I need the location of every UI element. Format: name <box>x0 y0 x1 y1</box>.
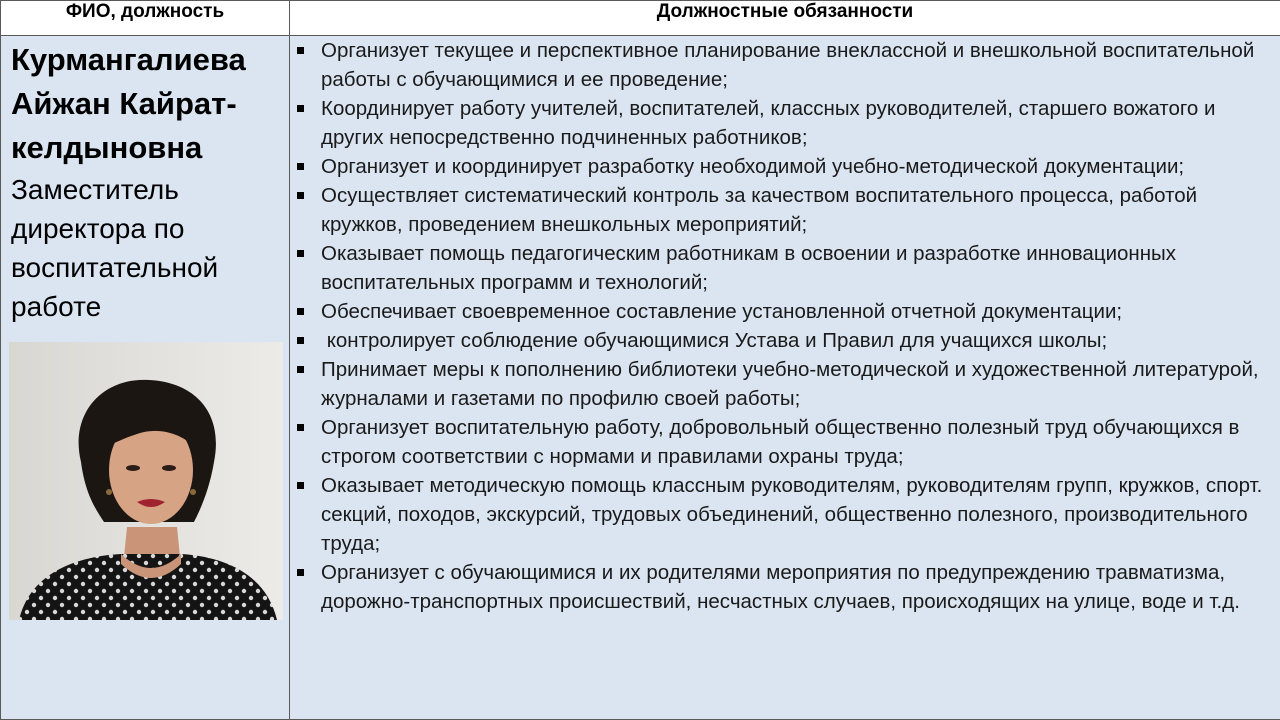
duty-item <box>290 355 1280 413</box>
bullet-square-icon <box>297 366 304 373</box>
duty-item <box>290 297 1280 326</box>
duty-text: Координирует работу учителей, воспитателей, классных руководителей, старшего вожатого и других непосредственно подчиненных работников; <box>321 97 1216 149</box>
header-duties: Должностные обязанности <box>290 1 1280 36</box>
bullet-square-icon <box>297 105 304 112</box>
bullet-square-icon <box>297 308 304 315</box>
duty-text: Оказывает помощь педагогическим работникам в освоении и разработке инновационных воспитательных программ и технологий; <box>321 242 1177 294</box>
duty-item <box>290 471 1280 558</box>
duty-text: Организует текущее и перспективное планирование внеклассной и внешкольной воспитательной работы с обучающимися и ее проведение; <box>321 39 1255 91</box>
duty-text: контролирует соблюдение обучающимися Устава и Правил для учащихся школы; <box>321 329 1108 352</box>
duty-text: Обеспечивает своевременное составление установленной отчетной документации; <box>321 300 1123 323</box>
duty-text: Осуществляет систематический контроль за качеством воспитательного процесса, работой кружков, проведением внешкольных мероприятий; <box>321 184 1198 236</box>
duty-item <box>290 558 1280 616</box>
duty-text: Организует воспитательную работу, добровольный общественно полезный труд обучающихся в строгом соответствии с нормами и правилами охраны труда; <box>321 416 1240 468</box>
bullet-square-icon <box>297 192 304 199</box>
person-cell <box>1 36 290 720</box>
person-position <box>1 170 289 326</box>
position-line: воспитательной <box>11 252 219 283</box>
bullet-square-icon <box>297 337 304 344</box>
duty-item <box>290 94 1280 152</box>
duty-text: Организует с обучающимися и их родителями мероприятия по предупреждению травматизма, дорожно-транспортных происшествий, несчастных случаев, происходящих на улице, воде и т.д. <box>321 561 1240 613</box>
position-line: Заместитель <box>11 174 179 205</box>
duty-item <box>290 326 1280 355</box>
person-name <box>1 38 289 170</box>
person-name-line: Курмангалиева <box>11 42 246 77</box>
duty-item <box>290 152 1280 181</box>
position-line: работе <box>11 291 102 322</box>
bullet-square-icon <box>297 250 304 257</box>
duty-item <box>290 413 1280 471</box>
duty-text: Принимает меры к пополнению библиотеки учебно-методической и художественной литературой, журналами и газетами по профилю своей работы; <box>321 358 1259 410</box>
duties-cell <box>290 36 1280 720</box>
bullet-square-icon <box>297 569 304 576</box>
bullet-square-icon <box>297 424 304 431</box>
duties-list <box>290 36 1280 616</box>
duty-item <box>290 181 1280 239</box>
header-name-position: ФИО, должность <box>1 1 290 36</box>
person-name-line: келдыновна <box>11 130 203 165</box>
bullet-square-icon <box>297 482 304 489</box>
person-photo <box>9 342 283 620</box>
duty-text: Оказывает методическую помощь классным руководителям, руководителям групп, кружков, спорт. секций, походов, экскурсий, трудовых объединений, общественно полезного, производительного труда; <box>321 474 1263 555</box>
duty-item <box>290 239 1280 297</box>
position-line: директора по <box>11 213 185 244</box>
bullet-square-icon <box>297 163 304 170</box>
person-name-line: Айжан Кайрат- <box>11 86 237 121</box>
duty-item <box>290 36 1280 94</box>
bullet-square-icon <box>297 47 304 54</box>
duty-text: Организует и координирует разработку необходимой учебно-методической документации; <box>321 155 1185 178</box>
